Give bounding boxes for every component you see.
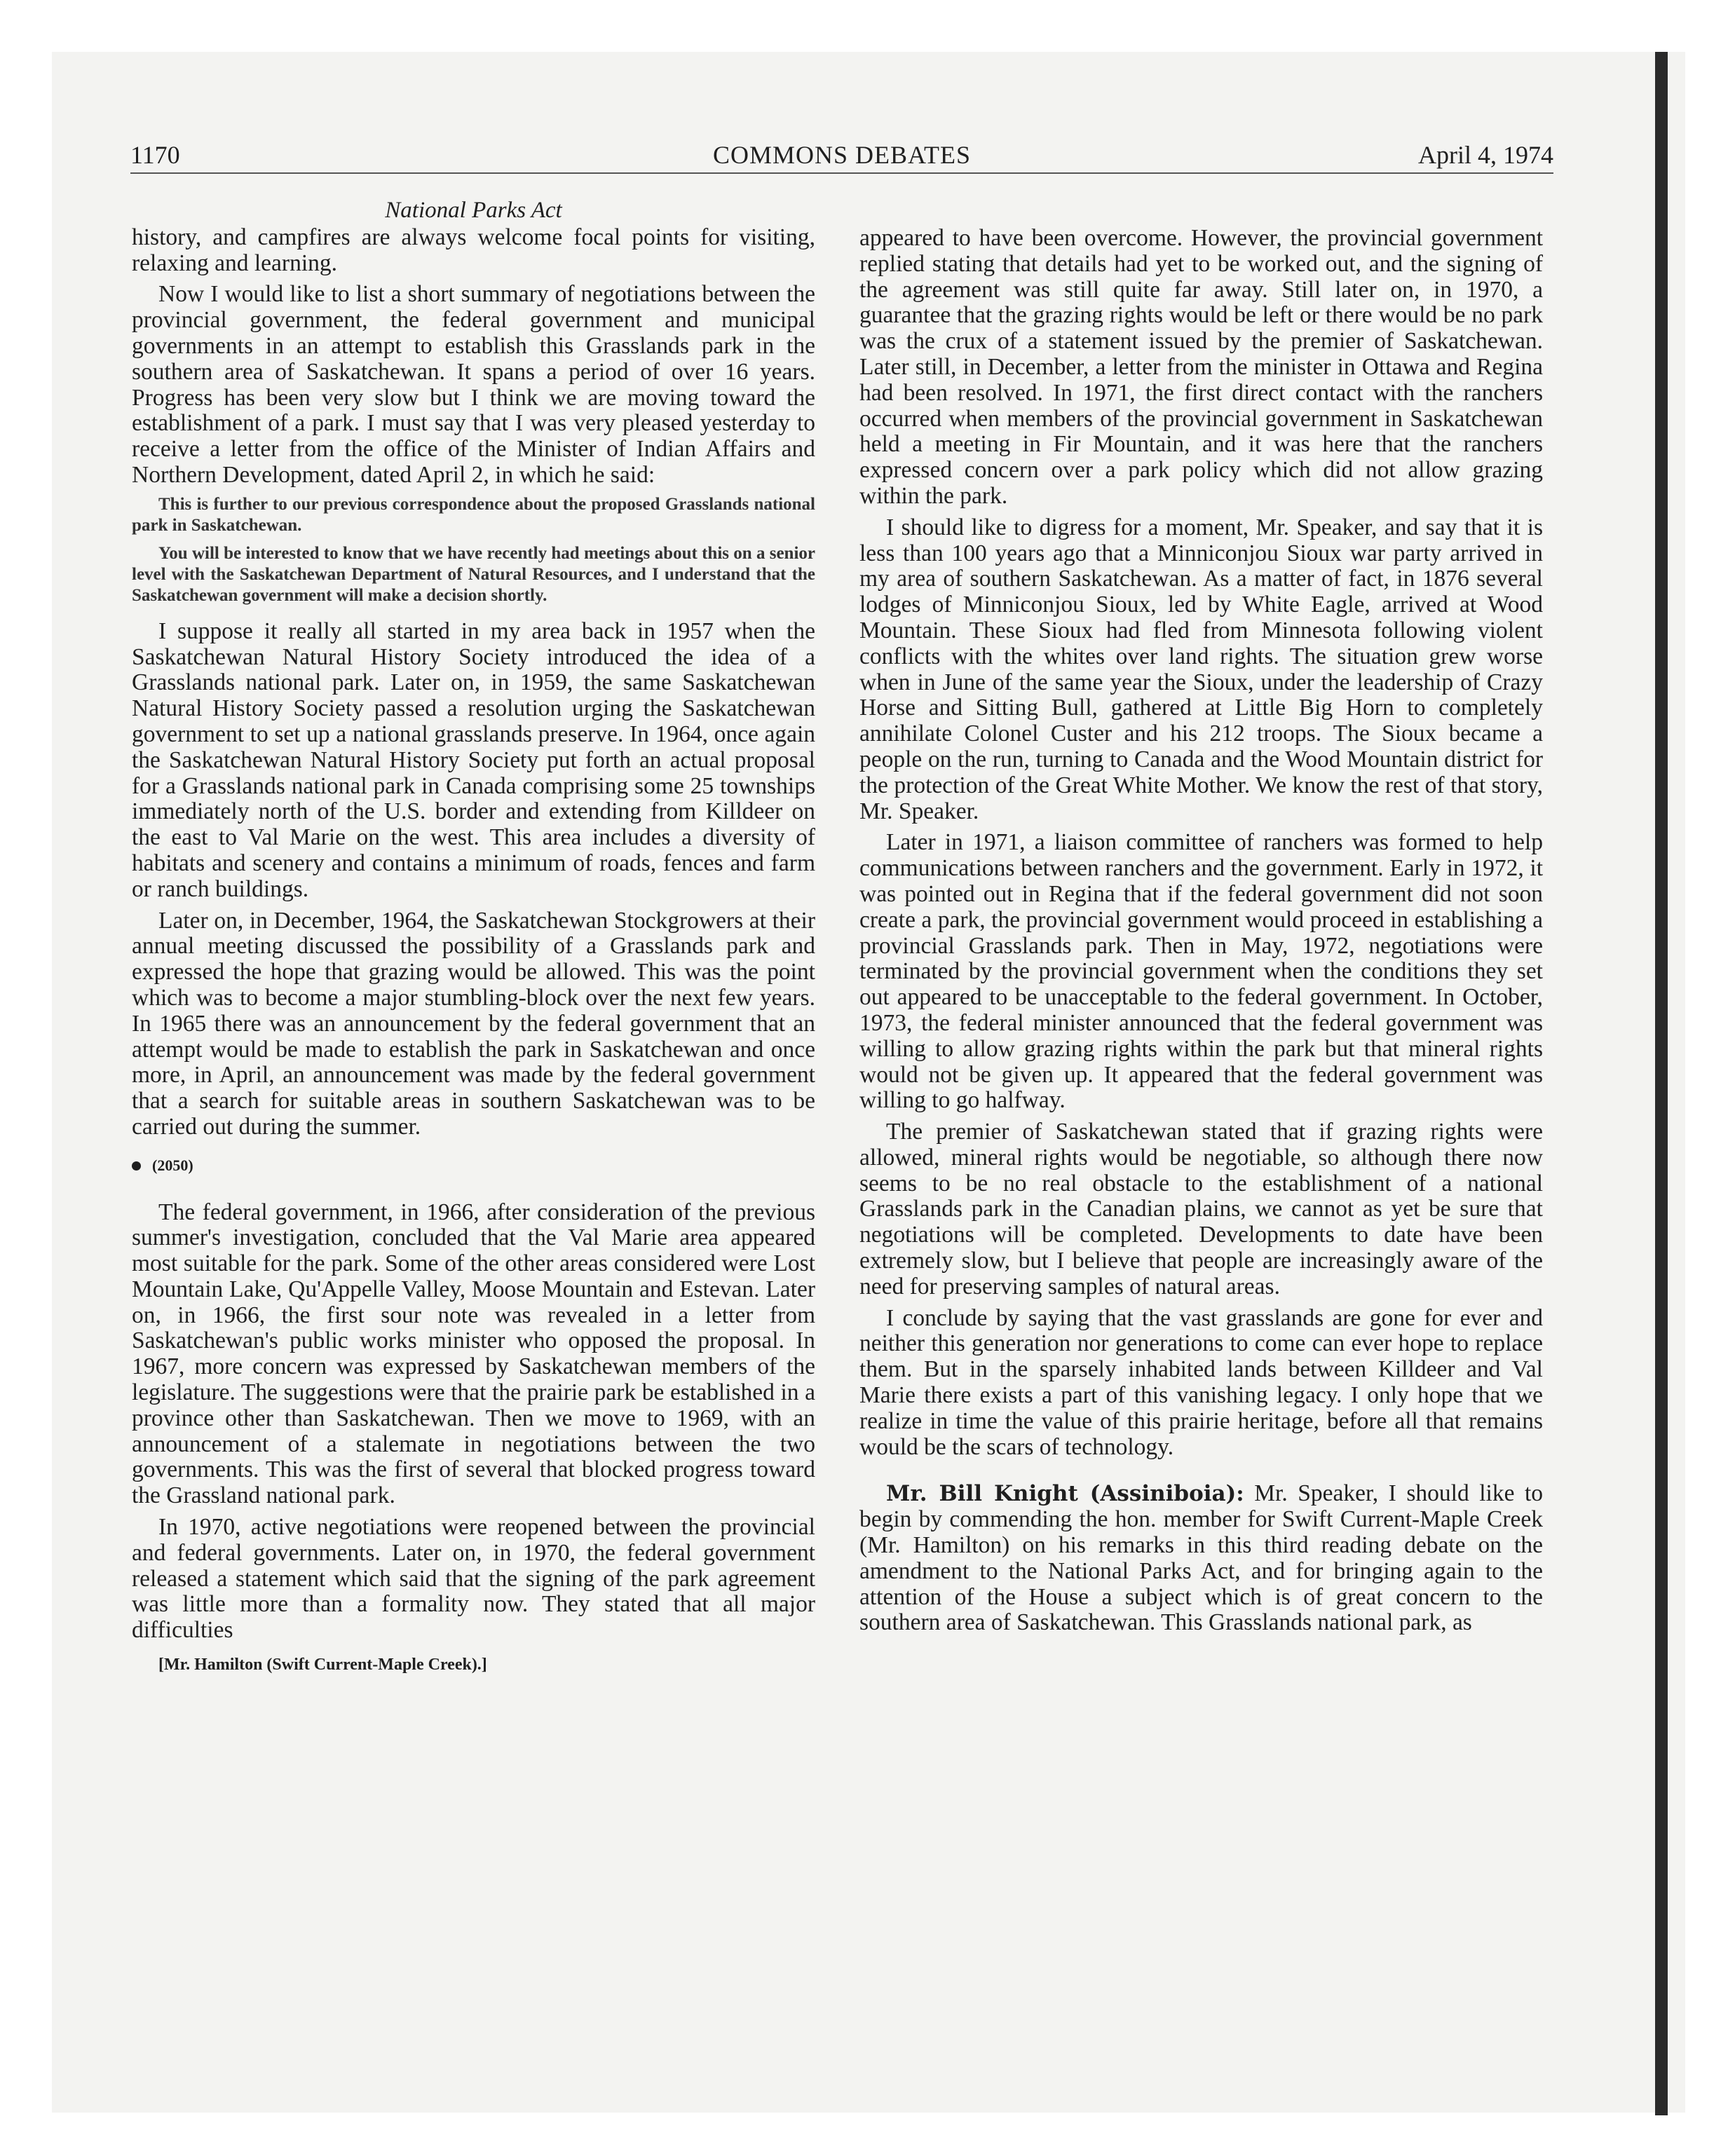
speech-paragraph [859, 1481, 1543, 1636]
paragraph: I suppose it really all started in my area back in 1957 when the Saskatchewan Natural History Society introduced the idea of a Grasslands national park. Later on, in 1959, the same Saskatchewan Natural History Society passed a resolution urging the Saskatchewan government to set up a national grasslands preserve. In 1964, once again the Saskatchewan Natural History Society put forth an actual proposal for a Grasslands national park in Canada comprising some 25 townships immediately north of the U.S. border and extending from Killdeer on the east to Val Marie on the west. This area includes a diversity of habitats and scenery and contains a minimum of roads, fences and farm or ranch buildings. [132, 618, 815, 902]
header-rule [130, 172, 1553, 174]
quoted-letter: You will be interested to know that we have recently had meetings about this on a senior level with the Saskatchewan Department of Natural Resources, and I understand that the Saskatchewan government will make a decision shortly. [132, 543, 815, 605]
speaker-name: Mr. Bill Knight (Assiniboia): [886, 1481, 1244, 1507]
page-header [130, 140, 1553, 174]
right-column [859, 226, 1543, 1642]
page-number: 1170 [130, 141, 180, 169]
paragraph: I should like to digress for a moment, Mr. Speaker, and say that it is less than 100 years ago that a Minniconjou Sioux war party arrived in my area of southern Saskatchewan. As a matter of fact, in 1876 several lodges of Minniconjou Sioux, led by White Eagle, arrived at Wood Mountain. These Sioux had fled from Minnesota following violent conflicts with the whites over land rights. The situation grew worse when in June of the same year the Sioux, under the leadership of Crazy Horse and Sitting Bull, gathered at Little Big Horn to completely annihilate Colonel Custer and his 212 troops. The Sioux became a people on the run, turning to Canada and the Wood Mountain district for the protection of the Great White Mother. We know the rest of that story, Mr. Speaker. [859, 514, 1543, 824]
paragraph: history, and campfires are always welcome focal points for visiting, relaxing and learning. [132, 224, 815, 276]
paragraph: appeared to have been overcome. However, the provincial government replied stating that details had yet to be worked out, and the signing of the agreement was still quite far away. Still later on, in 1970, a guarantee that the grazing rights would be left or there would be no park was the crux of a statement issued by the premier of Saskatchewan. Later still, in December, a letter from the minister in Ottawa and Regina had been resolved. In 1971, the first direct contact with the ranchers occurred when members of the provincial government in Saskatchewan held a meeting in Fir Mountain, and it was here that the ranchers expressed concern over a park policy which did not allow grazing within the park. [859, 225, 1543, 509]
publication-title: COMMONS DEBATES [712, 141, 972, 169]
section-heading: National Parks Act [385, 198, 562, 223]
scan-edge-bar [1655, 52, 1668, 2115]
paragraph: Later in 1971, a liaison committee of ranchers was formed to help communications between ranchers and the government. Early in 1972, it was pointed out in Regina that if the federal government did not soon create a park, the provincial government would proceed in establishing a provincial Grasslands park. Then in May, 1972, negotiations were terminated by the provincial government when the conditions they set out appeared to be unacceptable to the federal government. In October, 1973, the federal minister announced that the federal government was willing to allow grazing rights within the park but that mineral rights would not be given up. It appeared that the federal government was willing to go halfway. [859, 829, 1543, 1114]
paragraph: I conclude by saying that the vast grasslands are gone for ever and neither this generation nor generations to come can ever hope to replace them. But in the sparsely inhabited lands between Killdeer and Val Marie there exists a part of this vanishing legacy. I only hope that we realize in time the value of this prairie heritage, before all that remains would be the scars of technology. [859, 1304, 1543, 1460]
speech-text: Mr. Speaker, I should like to begin by commending the hon. member for Swift Current-Maple Creek (Mr. Hamilton) on his remarks in this third reading debate on the amendment to the National Parks Act, and for bringing again to the attention of the House a subject which is of great concern to the southern area of Saskatchewan. This Grasslands national park, as [859, 1480, 1544, 1636]
bullet-icon [132, 1161, 141, 1171]
publication-date: April 4, 1974 [1418, 141, 1553, 169]
speaker-attribution: [Mr. Hamilton (Swift Current-Maple Creek).] [158, 1656, 487, 1674]
paragraph: Later on, in December, 1964, the Saskatchewan Stockgrowers at their annual meeting discussed the possibility of a Grasslands park and expressed the hope that grazing would be allowed. This was the point which was to become a major stumbling-block over the next few years. In 1965 there was an announcement by the federal government that an attempt would be made to establish the park in Saskatchewan and once more, in April, an announcement was made by the federal government that a search for suitable areas in southern Saskatchewan was to be carried out during the summer. [132, 907, 815, 1140]
paragraph: Now I would like to list a short summary of negotiations between the provincial government, the federal government and municipal governments in an attempt to establish this Grasslands park in the southern area of Saskatchewan. It spans a period of over 16 years. Progress has been very slow but I think we are moving toward the establishment of a park. I must say that I was very pleased yesterday to receive a letter from the office of the Minister of Indian Affairs and Northern Development, dated April 2, in which he said: [132, 281, 815, 488]
paragraph: In 1970, active negotiations were reopened between the provincial and federal governments. Later on, in 1970, the federal government released a statement which said that the signing of the park agreement was little more than a formality now. They stated that all major difficulties [132, 1514, 815, 1644]
quoted-letter: This is further to our previous correspondence about the proposed Grasslands national park in Saskatchewan. [132, 494, 815, 535]
left-column [132, 198, 815, 1684]
time-marker-label: (2050) [152, 1156, 193, 1174]
paragraph: The federal government, in 1966, after consideration of the previous summer's investigation, concluded that the Val Marie area appeared most suitable for the park. Some of the other areas considered were Lost Mountain Lake, Qu'Appelle Valley, Moose Mountain and Estevan. Later on, in 1966, the first sour note was revealed in a letter from Saskatchewan's public works minister who opposed the proposal. In 1967, more concern was expressed by Saskatchewan members of the legislature. The suggestions were that the prairie park be established in a province other than Saskatchewan. Then we move to 1969, with an announcement of a stalemate in negotiations between the two governments. This was the first of several that blocked progress toward the Grassland national park. [132, 1199, 815, 1509]
time-marker [132, 1153, 815, 1179]
paragraph: The premier of Saskatchewan stated that if grazing rights were allowed, mineral rights would be negotiable, so although there now seems to be no real obstacle to the establishment of a national Grasslands park in the Canadian plains, we cannot as yet be sure that negotiations will be completed. Developments to date have been extremely slow, but I believe that people are increasingly aware of the need for preserving samples of natural areas. [859, 1119, 1543, 1299]
